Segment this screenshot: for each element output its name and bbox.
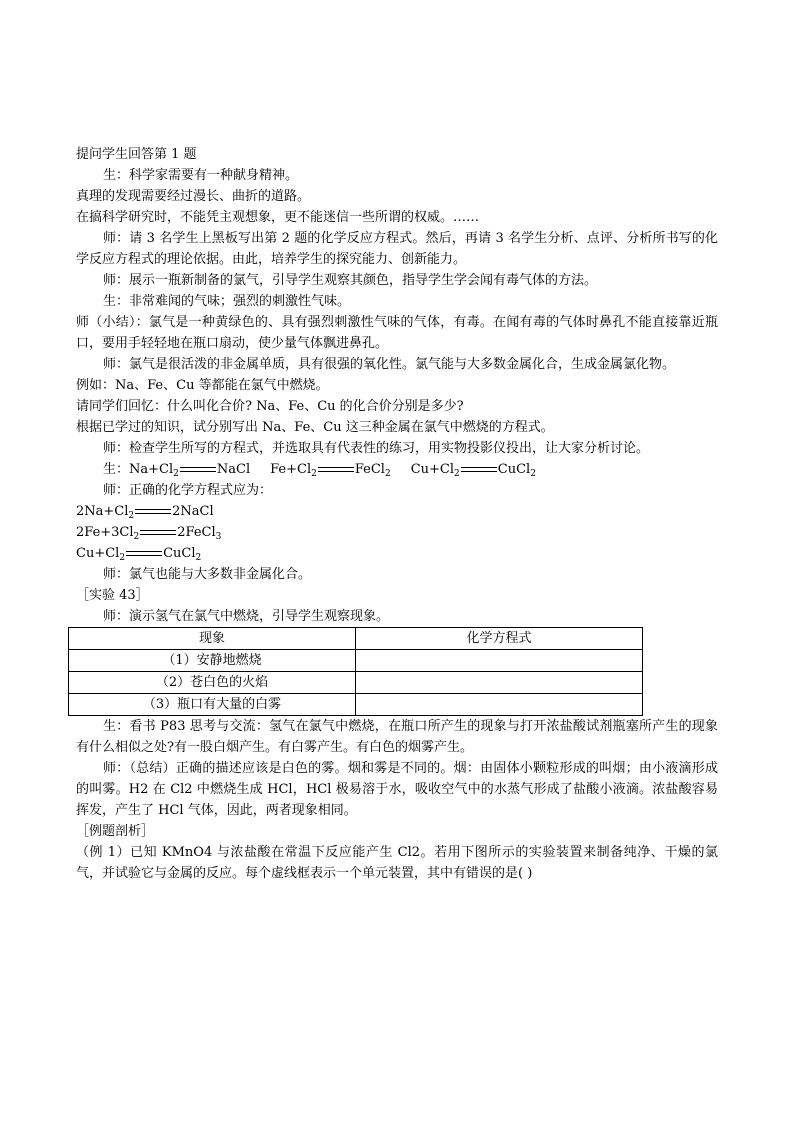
paragraph: 师：氯气是很活泼的非金属单质，具有很强的氧化性。氯气能与大多数金属化合，生成金属氯化物。 [103, 357, 676, 372]
reaction-arrow-icon [318, 467, 354, 472]
table-header: 现象 [69, 628, 356, 650]
table-row [69, 672, 643, 694]
correct-equations [76, 501, 718, 564]
paragraph: 生：科学家需要有一种献身精神。 [103, 168, 299, 183]
example-heading: ［例题剖析］ [76, 824, 155, 839]
paragraph: 真理的发现需要经过漫长、曲折的道路。 [76, 189, 311, 204]
reaction-arrow-icon [135, 509, 171, 514]
table-cell: （3）瓶口有大量的白雾 [69, 694, 356, 716]
paragraph: 师：演示氢气在氯气中燃烧，引导学生观察现象。 [103, 609, 390, 624]
paragraph: （例 1）已知 KMnO4 与浓盐酸在常温下反应能产生 Cl2。若用下图所示的实验装置来制备纯净、干燥的氯气，并试验它与金属的反应。每个虚线框表示一个单元装置，其中有错误的是( ) [76, 845, 718, 881]
reaction-arrow-icon [140, 530, 176, 535]
reaction-arrow-icon [126, 551, 162, 556]
paragraph: 在搞科学研究时，不能凭主观想象，更不能迷信一些所谓的权威。…… [76, 210, 480, 225]
chemical-equation: $2Fe+3Cl_2$ 2FeCl$_3$ [76, 525, 222, 542]
table-header: 化学方程式 [356, 628, 643, 650]
paragraph: 根据已学过的知识，试分别写出 Na、Fe、Cu 这三种金属在氯气中燃烧的方程式。 [76, 420, 554, 435]
paragraph: 师：氯气也能与大多数非金属化合。 [103, 567, 312, 582]
table-cell [356, 672, 643, 694]
paragraph: 师：检查学生所写的方程式，并选取具有代表性的练习，用实物投影仪投出，让大家分析讨论。 [103, 441, 650, 456]
equation-group [129, 462, 536, 477]
document-page [76, 144, 718, 884]
table-row [69, 694, 643, 716]
chemical-equation: $Na+Cl_2$ NaCl [129, 462, 251, 479]
paragraph: 师（小结）：氯气是一种黄绿色的、具有强烈刺激性气味的气体，有毒。在闻有毒的气体时鼻孔不能直接靠近瓶口，要用手轻轻地在瓶口扇动，使少量气体飘进鼻孔。 [76, 315, 718, 351]
table-cell [356, 650, 643, 672]
paragraph: 提问学生回答第 1 题 [76, 147, 197, 162]
paragraph: 师：展示一瓶新制备的氯气，引导学生观察其颜色，指导学生学会闻有毒气体的方法。 [103, 273, 598, 288]
table-row [69, 650, 643, 672]
table-cell [356, 694, 643, 716]
equation-line [76, 522, 718, 543]
paragraph: 生：非常难闻的气味；强烈的刺激性气味。 [103, 294, 351, 309]
table-cell: （2）苍白色的火焰 [69, 672, 356, 694]
experiment-heading: ［实验 43］ [76, 588, 149, 603]
paragraph: 请同学们回忆：什么叫化合价? Na、Fe、Cu 的化合价分别是多少? [76, 399, 464, 414]
chemical-equation: $Cu+Cl_2$ CuCl$_2$ [410, 462, 536, 479]
table-cell: （1）安静地燃烧 [69, 650, 356, 672]
reaction-arrow-icon [180, 467, 216, 472]
reaction-arrow-icon [461, 467, 497, 472]
equation-line [76, 501, 718, 522]
chemical-equation: $Fe+Cl_2$ FeCl$_2$ [270, 462, 391, 479]
chemical-equation: $2Na+Cl_2$ 2NaCl [76, 504, 214, 521]
paragraph: 例如：Na、Fe、Cu 等都能在氯气中燃烧。 [76, 378, 329, 393]
chemical-equation: $Cu+Cl_2$ CuCl$_2$ [76, 546, 202, 563]
paragraph: 师：请 3 名学生上黑板写出第 2 题的化学反应方程式。然后，再请 3 名学生分析、点评、分析所书写的化学反应方程式的理论依据。由此，培养学生的探究能力、创新能力。 [76, 231, 718, 267]
paragraph: 生：看书 P83 思考与交流：氢气在氯气中燃烧，在瓶口所产生的现象与打开浓盐酸试剂瓶塞所产生的现象有什么相似之处?有一股白烟产生。有白雾产生。有白色的烟雾产生。 [76, 719, 718, 755]
paragraph: 师：正确的化学方程式应为： [103, 483, 273, 498]
student-equations: 生：$Na+Cl_2$ NaCl $Fe+Cl_2$ FeCl$_2$ $Cu+Cl_2$ CuCl$_2$ [76, 459, 718, 480]
paragraph: 师：（总结）正确的描述应该是白色的雾。烟和雾是不同的。烟：由固体小颗粒形成的叫烟；由小液滴形成的叫雾。H2 在 Cl2 中燃烧生成 HCl，HCl 极易溶于水，吸收空气中的水蒸气形成了盐酸小液滴。浓盐酸容易挥发，产生了 HCl 气体，因此，两者现象相同。 [76, 761, 718, 818]
observation-table [68, 627, 643, 716]
equation-line [76, 543, 718, 564]
